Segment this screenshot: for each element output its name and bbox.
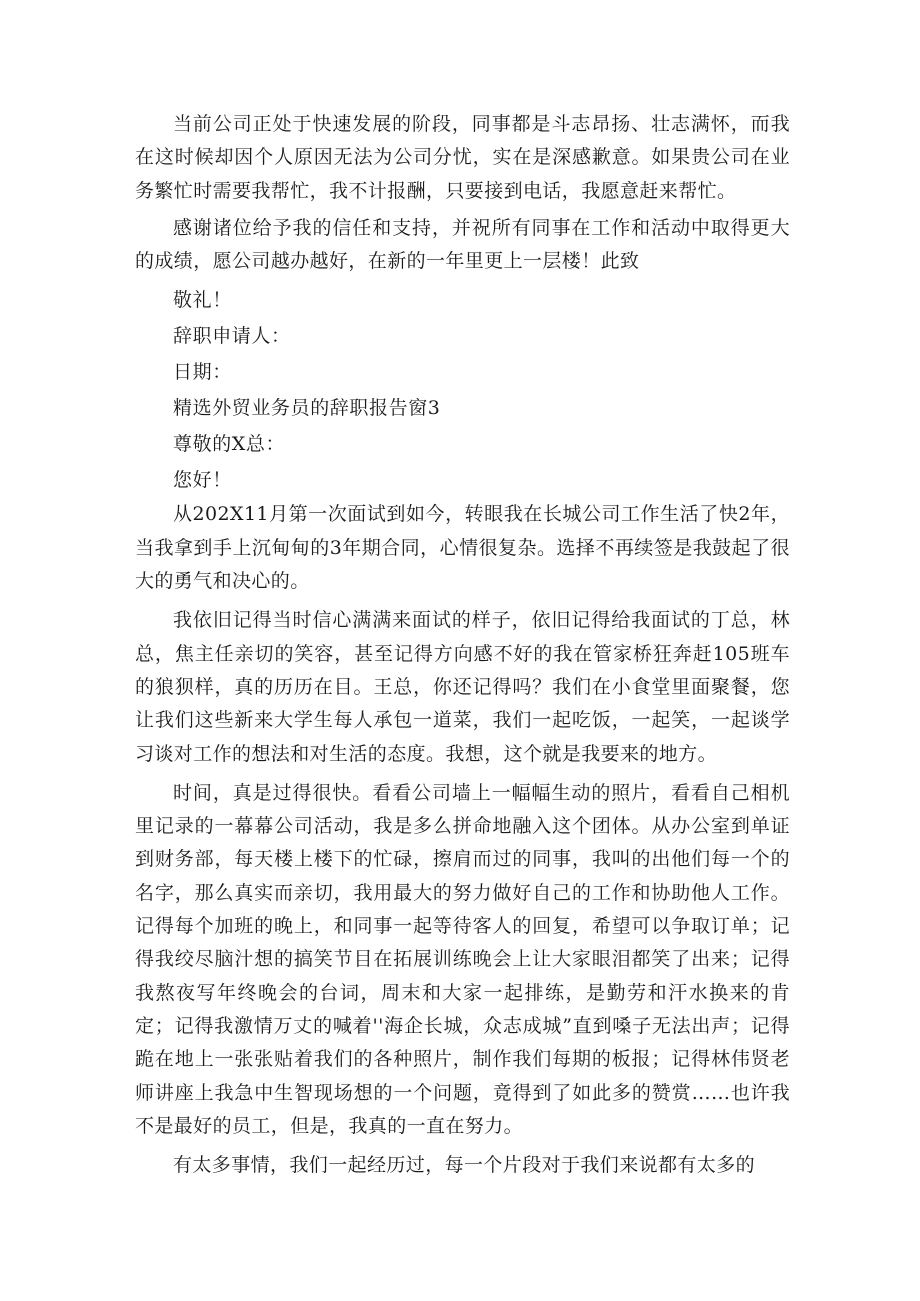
paragraph-memories: 我依旧记得当时信心满满来面试的样子，依旧记得给我面试的丁总，林总，焦主任亲切的笑容，甚至记得方向感不好的我在管家桥狂奔赶105班车的狼狈样，真的历历在目。王总，你还记得吗？我们在小食堂里面聚餐，您让我们这些新来大学生每人承包一道菜，我们一起吃饭，一起笑，一起谈学习谈对工作的想法和对生活的态度。我想，这个就是我要来的地方。 [135, 609, 790, 765]
paragraph-contract: 从202X11月第一次面试到如今，转眼我在长城公司工作生活了快2年，当我拿到手上沉甸甸的3年期合同，心情很复杂。选择不再续签是我鼓起了很大的勇气和决心的。 [135, 503, 790, 593]
date-line: 日期： [173, 361, 232, 384]
greeting: 您好！ [173, 469, 232, 492]
paragraph-time: 时间，真是过得很快。看看公司墙上一幅幅生动的照片，看看自己相机里记录的一幕幕公司活动，我是多么拼命地融入这个团体。从办公室到单证到财务部，每天楼上楼下的忙碌，擦肩而过的同事，我叫的出他们每一个的名字，那么真实而亲切，我用最大的努力做好自己的工作和协助他人工作。记得每个加班的晚上，和同事一起等待客人的回复，希望可以争取订单；记得我绞尽脑汁想的搞笑节目在拓展训练晚会上让大家眼泪都笑了出来；记得我熬夜写年终晚会的台词，周末和大家一起排练，是勤劳和汗水换来的肯定；记得我激情万丈的喊着''海企长城，众志成城”直到嗓子无法出声；记得跪在地上一张张贴着我们的各种照片，制作我们每期的板报；记得林伟贤老师讲座上我急中生智现场想的一个问题，竟得到了如此多的赞赏……也许我不是最好的员工，但是，我真的一直在努力。 [135, 781, 790, 1137]
document-body [135, 108, 790, 1182]
applicant-line: 辞职申请人： [173, 325, 291, 348]
paragraph-apology: 当前公司正处于快速发展的阶段，同事都是斗志昂扬、壮志满怀，而我在这时候却因个人原因无法为公司分忧，实在是深感歉意。如果贵公司在业务繁忙时需要我帮忙，我不计报酬，只要接到电话，我愿意赶来帮忙。 [135, 113, 790, 202]
closing-salute: 敬礼！ [173, 289, 232, 312]
section-heading: 精选外贸业务员的辞职报告窗3 [173, 397, 441, 420]
paragraph-experiences: 有太多事情，我们一起经历过，每一个片段对于我们来说都有太多的 [173, 1154, 756, 1177]
paragraph-thanks: 感谢诸位给予我的信任和支持，并祝所有同事在工作和活动中取得更大的成绩，愿公司越办越好，在新的一年里更上一层楼！此致 [135, 216, 790, 273]
salutation: 尊敬的X总： [173, 433, 286, 456]
